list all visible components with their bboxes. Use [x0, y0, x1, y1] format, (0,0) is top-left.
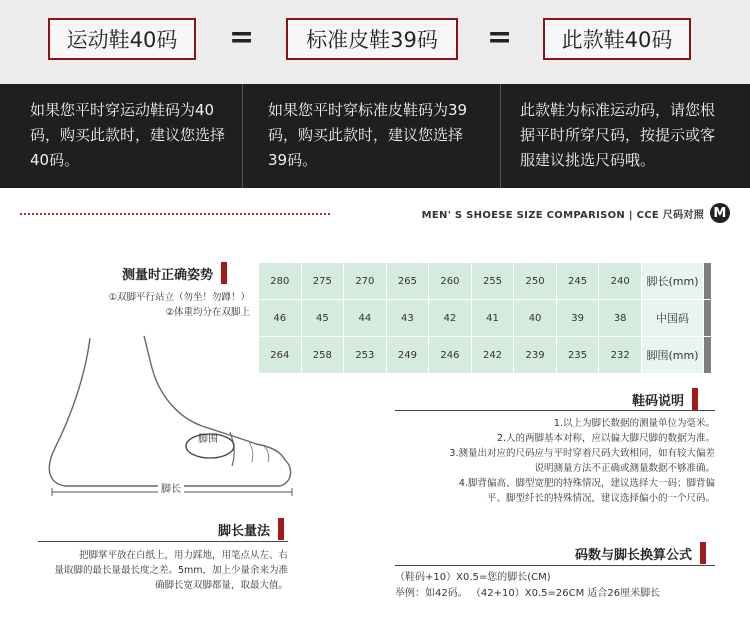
size-table-cell: 42 — [429, 300, 472, 337]
size-table-cell: 246 — [429, 337, 472, 374]
size-table-cell: 40 — [514, 300, 557, 337]
size-table-cell: 235 — [556, 337, 599, 374]
size-table-row-marker — [704, 300, 712, 337]
size-table-cell: 245 — [556, 263, 599, 300]
size-table-cell: 240 — [599, 263, 642, 300]
size-table-cell: 43 — [386, 300, 429, 337]
advice-leather-shoe: 如果您平时穿标准皮鞋码为39码，购买此款时，建议您选择39码。 — [268, 101, 468, 169]
size-table-cell: 264 — [259, 337, 302, 374]
size-notes-heading — [632, 388, 698, 410]
size-table-cell: 260 — [429, 263, 472, 300]
size-table-cell: 249 — [386, 337, 429, 374]
size-table-row — [259, 300, 712, 337]
size-table-cell: 270 — [344, 263, 387, 300]
size-table-cell: 265 — [386, 263, 429, 300]
size-table-cell: 39 — [556, 300, 599, 337]
size-table-cell: 232 — [599, 337, 642, 374]
size-table-cell: 280 — [259, 263, 302, 300]
size-table-cell: 41 — [471, 300, 514, 337]
red-tab-marker — [221, 262, 227, 284]
size-table-cell: 275 — [301, 263, 344, 300]
measure-method-text — [36, 548, 288, 593]
measure-method-line: 量取脚的最长量最长度之差。5mm，加上少量余来为准 — [54, 565, 288, 576]
size-notes-underline — [395, 410, 715, 411]
posture-list — [70, 290, 250, 320]
measure-method-line: 确脚长宽双脚都量，取最大值。 — [154, 580, 288, 591]
advice-divider — [242, 84, 243, 188]
size-table-cell: 258 — [301, 337, 344, 374]
section-divider-dots — [20, 213, 330, 215]
posture-heading — [122, 262, 227, 284]
top-strip — [0, 0, 750, 84]
size-table-cell: 253 — [344, 337, 387, 374]
size-note-item: 2.人的两脚基本对称，应以偏大脚尺脚的数据为准。 — [496, 433, 715, 444]
red-tab-marker — [700, 542, 706, 564]
measure-method-line: 把脚掌平放在白纸上，用力踩地，用笔点从左、右 — [78, 550, 288, 561]
sport-shoe-size-box — [48, 18, 196, 60]
size-note-item: 3.测量出对应的尺码应与平时穿着尺码大致相同，如有较大偏差 — [449, 448, 715, 459]
posture-heading-text: 测量时正确姿势 — [122, 267, 214, 283]
posture-item: ②体重均分在双脚上 — [165, 307, 250, 318]
section-header — [422, 203, 730, 223]
size-table-cell: 45 — [301, 300, 344, 337]
advice-sport-shoe: 如果您平时穿运动鞋码为40码，购买此款时，建议您选择40码。 — [30, 101, 226, 169]
size-table-row-label: 中国码 — [642, 300, 704, 337]
formula-line: （鞋码+10）X0.5=您的脚长(CM) — [395, 572, 551, 583]
size-notes-list — [395, 416, 715, 506]
size-notes-heading-text: 鞋码说明 — [632, 393, 685, 409]
size-table-row-label: 脚长(mm) — [642, 263, 704, 300]
formula-heading — [575, 542, 706, 564]
equals-sign-left: = — [229, 20, 255, 55]
size-table-cell: 250 — [514, 263, 557, 300]
red-tab-marker — [692, 388, 698, 410]
m-badge-icon: M — [710, 203, 730, 223]
this-shoe-size-label: 此款鞋40码 — [561, 28, 673, 52]
size-table-row — [259, 263, 712, 300]
this-shoe-size-box — [543, 18, 691, 60]
advice-this-shoe: 此款鞋为标准运动码，请您根据平时所穿尺码，按提示或客服建议挑选尺码哦。 — [520, 101, 716, 169]
sport-shoe-size-label: 运动鞋40码 — [66, 28, 178, 52]
leather-shoe-size-label: 标准皮鞋39码 — [306, 28, 438, 52]
size-note-item: 4.脚背偏高、脚型宽肥的特殊情况，建议选择大一码；脚背偏 — [458, 478, 715, 489]
foot-illustration — [30, 328, 300, 508]
size-table-cell: 44 — [344, 300, 387, 337]
equals-sign-right: = — [487, 20, 513, 55]
section-title: MEN' S SHOESE SIZE COMPARISON | CCE 尺码对照 — [421, 209, 704, 221]
size-note-item: 说明测量方法不正确或测量数据不够准确。 — [534, 463, 715, 474]
measure-method-heading — [218, 518, 284, 540]
size-comparison-table — [258, 262, 712, 374]
size-table-row-marker — [704, 337, 712, 374]
size-table-row-label: 脚围(mm) — [642, 337, 704, 374]
size-table-cell: 242 — [471, 337, 514, 374]
red-tab-marker — [278, 518, 284, 540]
formula-text — [395, 570, 725, 602]
size-table-cell: 38 — [599, 300, 642, 337]
advice-band — [0, 84, 750, 188]
formula-underline — [395, 565, 715, 566]
girth-label: 脚围 — [198, 434, 218, 445]
advice-divider — [500, 84, 501, 188]
length-label: 脚长 — [158, 480, 184, 495]
measure-method-underline — [38, 541, 288, 542]
size-table-cell: 239 — [514, 337, 557, 374]
size-table-cell: 255 — [471, 263, 514, 300]
size-table-row-marker — [704, 263, 712, 300]
size-note-item: 平、脚型纤长的特殊情况，建议选择偏小的一个尺码。 — [486, 493, 715, 504]
formula-heading-text: 码数与脚长换算公式 — [575, 547, 693, 563]
measure-method-heading-text: 脚长量法 — [218, 523, 271, 539]
formula-line: 举例：如42码。 （42+10）X0.5=26CM 适合26厘米脚长 — [395, 588, 661, 599]
size-note-item: 1.以上为脚长数据的测量单位为毫米。 — [553, 418, 715, 429]
size-table-cell: 46 — [259, 300, 302, 337]
size-table-row — [259, 337, 712, 374]
posture-item: ①双脚平行站立（勿坐！勿蹲！） — [108, 292, 250, 303]
leather-shoe-size-box — [286, 18, 458, 60]
